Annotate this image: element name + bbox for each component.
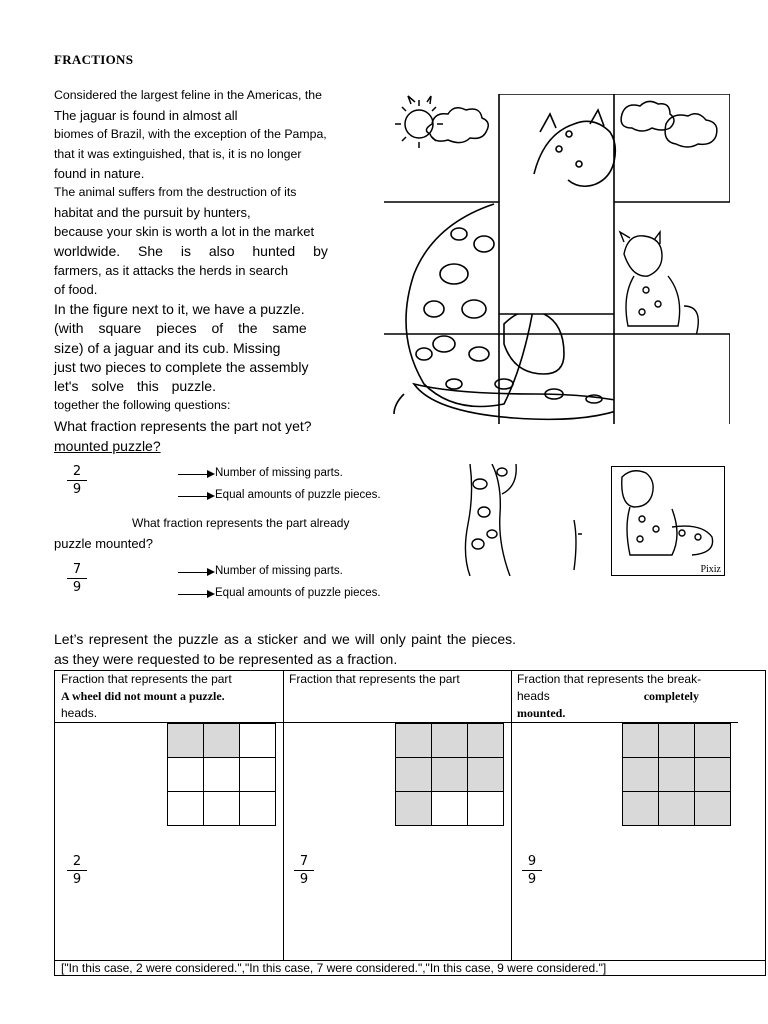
grid-cell [695, 724, 731, 758]
arrow-icon [178, 572, 208, 573]
grid-cell [204, 792, 240, 826]
fraction-2-9 [67, 854, 87, 888]
fraction-7-9 [294, 854, 314, 888]
grid-cell [468, 758, 504, 792]
header-line: mounted. [517, 706, 566, 720]
grid-cell [659, 724, 695, 758]
fraction-numerator: 7 [294, 854, 314, 871]
grid-cell [396, 724, 432, 758]
grid-cell [432, 792, 468, 826]
header-line: completely [643, 689, 699, 703]
missing-piece-cub [611, 466, 725, 576]
missing-piece-image [462, 464, 582, 576]
arrow-head-icon [207, 470, 215, 478]
question-1 [54, 418, 312, 434]
question-1-line2: mounted puzzle? [54, 438, 161, 454]
paragraph-line: (with square pieces of the same [54, 320, 307, 336]
grid-cell [432, 758, 468, 792]
arrow-icon [178, 594, 208, 595]
header-line: A wheel did not mount a puzzle. [61, 689, 225, 703]
grid-cell [168, 792, 204, 826]
fraction-numerator: 2 [67, 854, 87, 871]
header-line: Fraction that represents the part [61, 672, 232, 686]
grid-cell [623, 792, 659, 826]
grid-cell [623, 758, 659, 792]
label-equal-amounts: Equal amounts of puzzle pieces. [215, 489, 381, 501]
question-2-line2: puzzle mounted? [54, 536, 154, 551]
grid-cell [695, 758, 731, 792]
grid-cell [468, 792, 504, 826]
paragraph-line: found in nature. [54, 166, 145, 181]
fraction-denominator: 9 [72, 580, 82, 595]
fraction-numerator: 9 [522, 854, 542, 871]
arrow-icon [178, 496, 208, 497]
grid-cell [623, 724, 659, 758]
arrow-head-icon [207, 492, 215, 500]
paragraph-line: biomes of Brazil, with the exception of the Pampa, [54, 127, 327, 141]
paragraph-line: farmers, as it attacks the herds in search [54, 263, 289, 278]
fraction-denominator: 9 [527, 872, 537, 887]
grid-cell [240, 758, 276, 792]
grid-cell [168, 724, 204, 758]
header-line: heads. [61, 706, 98, 720]
header-line: heads [517, 689, 550, 703]
grid-cell [432, 724, 468, 758]
page-title: FRACTIONS [54, 52, 134, 67]
fraction-denominator: 9 [72, 482, 82, 497]
arrow-icon [178, 474, 208, 475]
instructions-line: as they were requested to be represented as a fraction. [54, 651, 398, 667]
paragraph-line: habitat and the pursuit by hunters, [54, 205, 251, 220]
grid-cell [695, 792, 731, 826]
fraction-7-9 [67, 562, 87, 596]
jaguar-cub-icon [612, 467, 724, 575]
grid-cell [168, 758, 204, 792]
paragraph-line: The jaguar is found in almost all [54, 108, 238, 123]
grid-cell [468, 724, 504, 758]
grid-cell [204, 724, 240, 758]
paragraph-line: The animal suffers from the destruction of its [54, 185, 297, 199]
arrow-head-icon [207, 590, 215, 598]
fraction-grid-9-9 [622, 723, 731, 826]
question-1-line1: What fraction represents the part not yet? [54, 418, 312, 434]
fraction-grid-7-9 [395, 723, 504, 826]
header-line: Fraction that represents the break- [517, 672, 702, 686]
paragraph-line: just two pieces to complete the assembly [54, 359, 309, 375]
column-2-header: Fraction that represents the part [289, 672, 460, 686]
paragraph-line: that it was extinguished, that is, it is no longer [54, 147, 302, 161]
paragraph-line: worldwide. She is also hunted by [54, 243, 328, 259]
paragraph-line: size) of a jaguar and its cub. Missing [54, 340, 281, 356]
paragraph-line: let's solve this puzzle. [54, 378, 216, 394]
column-3-header [517, 671, 739, 722]
paragraph-line: In the figure next to it, we have a puzzle. [54, 301, 305, 317]
paragraph-line: Considered the largest feline in the Americas, the [54, 88, 322, 102]
jaguar-cub-icon [620, 232, 698, 336]
paragraph-line: because your skin is worth a lot in the market [54, 224, 315, 239]
grid-cell [204, 758, 240, 792]
grid-cell [659, 758, 695, 792]
label-missing-parts: Number of missing parts. [215, 565, 343, 577]
paragraph-line: together the following questions: [54, 398, 231, 412]
fraction-denominator: 9 [299, 872, 309, 887]
fraction-numerator: 7 [67, 562, 87, 579]
grid-cell [240, 724, 276, 758]
grid-cell [240, 792, 276, 826]
image-caption: Pixiz [700, 564, 721, 575]
question-2-line1: What fraction represents the part already [132, 516, 350, 530]
grid-cell [659, 792, 695, 826]
fraction-9-9 [522, 854, 542, 888]
label-equal-amounts: Equal amounts of puzzle pieces. [215, 587, 381, 599]
question-2 [132, 516, 349, 530]
fraction-table [54, 670, 766, 976]
instructions-line: Let’s represent the puzzle as a sticker and we will only paint the pieces. [54, 631, 517, 647]
arrow-head-icon [207, 568, 215, 576]
fraction-denominator: 9 [72, 872, 82, 887]
jaguar-puzzle-image [384, 94, 730, 424]
fraction-2-9 [67, 464, 87, 498]
fraction-numerator: 2 [67, 464, 87, 481]
column-1-header [61, 671, 277, 722]
table-footer: ["In this case, 2 were considered.","In this case, 7 were considered.","In this case, 9 were considered."] [61, 961, 607, 975]
label-missing-parts: Number of missing parts. [215, 467, 343, 479]
grid-cell [396, 758, 432, 792]
fraction-grid-2-9 [167, 723, 276, 826]
paragraph-line: of food. [54, 282, 98, 297]
grid-cell [396, 792, 432, 826]
